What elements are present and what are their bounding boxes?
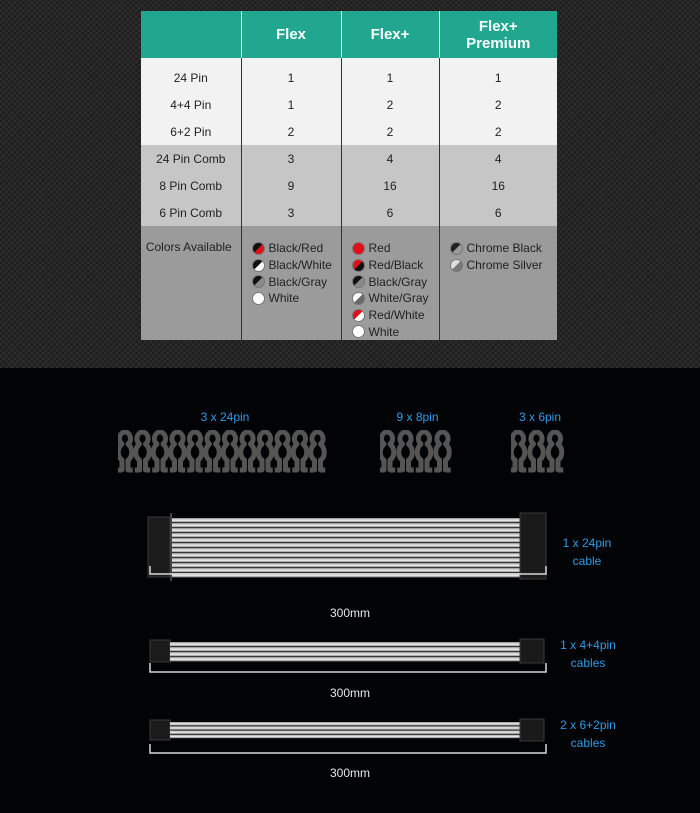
cell-premium: 1 [439, 58, 557, 91]
cell-flex-plus: 1 [341, 58, 439, 91]
table-row [141, 91, 557, 118]
cable-24pin-length: 300mm [329, 606, 370, 620]
color-name: Red/Black [368, 258, 424, 273]
table-row [141, 199, 557, 226]
color-swatch-item [440, 257, 558, 274]
color-dot-icon [450, 259, 463, 272]
color-name: Black/Red [268, 241, 324, 256]
color-swatch-item [342, 257, 439, 274]
cable-4plus4pin-bracket [146, 663, 550, 679]
table-row [141, 145, 557, 172]
table-row [141, 58, 557, 91]
color-name: Black/White [268, 258, 332, 273]
comb-6pin-image [511, 430, 571, 476]
cell-flex-plus: 4 [341, 145, 439, 172]
color-name: White [268, 291, 300, 306]
cable-24pin-label: 1 x 24pin cable [562, 536, 612, 568]
row-label: 6 Pin Comb [141, 199, 241, 226]
color-name: Red/White [368, 308, 425, 323]
color-swatch-item [342, 290, 439, 307]
color-swatch-item [242, 257, 341, 274]
cable-6plus2pin-label: 2 x 6+2pin cables [560, 718, 616, 750]
color-dot-icon [252, 259, 265, 272]
cable-4plus4pin-length: 300mm [329, 686, 370, 700]
comb-24pin-image [118, 430, 340, 476]
package-contents-section [0, 368, 700, 813]
color-swatch-item [342, 273, 439, 290]
header-flex: Flex [241, 11, 341, 58]
cell-flex: 9 [241, 172, 341, 199]
cell-flex: 3 [241, 145, 341, 172]
cell-flex: 2 [241, 118, 341, 145]
table-header-row [141, 11, 557, 58]
cable-6plus2pin-length: 300mm [329, 766, 370, 780]
cell-premium: 2 [439, 118, 557, 145]
color-name: Black/Gray [268, 274, 328, 289]
cell-flex-plus: 2 [341, 91, 439, 118]
header-flex-plus-premium: Flex+ Premium [439, 11, 557, 58]
cable-24pin-bracket [146, 546, 550, 586]
color-name: Red [368, 241, 391, 256]
color-name: Chrome Black [466, 241, 542, 256]
colors-flex-plus [341, 226, 439, 340]
color-dot-icon [352, 325, 365, 338]
color-dot-icon [252, 292, 265, 305]
row-label: 24 Pin [141, 58, 241, 91]
cell-flex: 1 [241, 58, 341, 91]
table-row [141, 172, 557, 199]
cell-premium: 2 [439, 91, 557, 118]
cable-4plus4pin-label: 1 x 4+4pin cables [560, 638, 616, 670]
cell-flex-plus: 6 [341, 199, 439, 226]
colors-premium [439, 226, 557, 340]
color-dot-icon [352, 242, 365, 255]
cell-flex: 3 [241, 199, 341, 226]
color-dot-icon [352, 259, 365, 272]
comparison-table [141, 11, 557, 340]
color-dot-icon [352, 292, 365, 305]
color-dot-icon [352, 309, 365, 322]
cell-flex-plus: 16 [341, 172, 439, 199]
comb-8pin-label: 9 x 8pin [396, 410, 439, 424]
color-swatch-item [342, 307, 439, 324]
header-empty [141, 11, 241, 58]
cell-flex-plus: 2 [341, 118, 439, 145]
cable-6plus2pin-bracket [146, 744, 550, 760]
row-label: 24 Pin Comb [141, 145, 241, 172]
cell-premium: 6 [439, 199, 557, 226]
cable-6plus2pin-image [146, 717, 550, 745]
comb-6pin-label: 3 x 6pin [518, 410, 562, 424]
row-label: 4+4 Pin [141, 91, 241, 118]
header-flex-plus: Flex+ [341, 11, 439, 58]
color-swatch-item [342, 240, 439, 257]
colors-flex [241, 226, 341, 340]
color-swatch-item [342, 323, 439, 340]
comb-8pin-image [380, 430, 456, 476]
color-name: Black/Gray [368, 274, 428, 289]
color-swatch-item [242, 290, 341, 307]
cell-premium: 4 [439, 145, 557, 172]
color-name: White/Gray [368, 291, 429, 306]
color-swatch-item [440, 240, 558, 257]
row-label: 8 Pin Comb [141, 172, 241, 199]
color-swatch-item [242, 273, 341, 290]
comb-24pin-label: 3 x 24pin [200, 410, 250, 424]
color-swatch-item [242, 240, 341, 257]
row-label: 6+2 Pin [141, 118, 241, 145]
color-dot-icon [252, 275, 265, 288]
color-name: White [368, 324, 400, 339]
color-dot-icon [352, 275, 365, 288]
comparison-section [0, 0, 700, 368]
colors-label: Colors Available [141, 226, 241, 340]
table-row [141, 118, 557, 145]
color-dot-icon [252, 242, 265, 255]
colors-row [141, 226, 557, 340]
color-dot-icon [450, 242, 463, 255]
cell-premium: 16 [439, 172, 557, 199]
color-name: Chrome Silver [466, 258, 543, 273]
cell-flex: 1 [241, 91, 341, 118]
